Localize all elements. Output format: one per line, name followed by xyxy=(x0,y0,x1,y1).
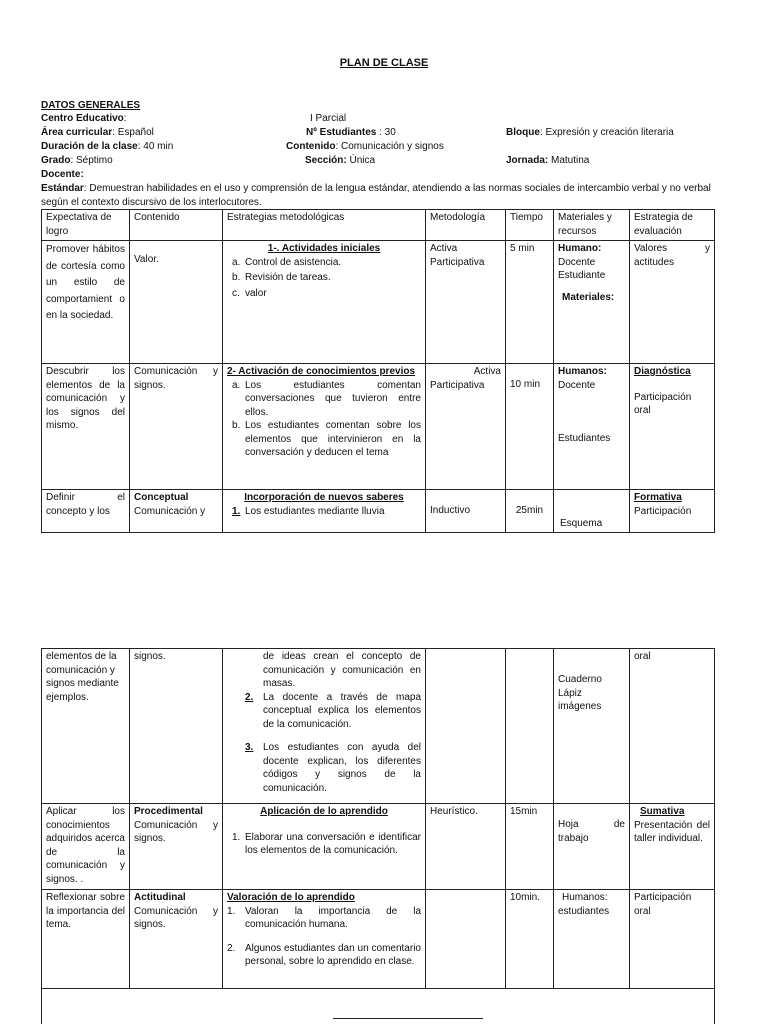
cell-materiales: Esquema xyxy=(554,490,630,533)
list-item: b. Los estudiantes comentan sobre los elementos que intervinieron en la conversación y deducen el tema xyxy=(232,420,421,458)
table-row xyxy=(42,804,715,890)
cell-expectativa: Reflexionar sobre la importancia del tema. xyxy=(42,890,130,989)
parcial: I Parcial xyxy=(310,113,347,124)
estrategia-title: 1-. Actividades iniciales xyxy=(267,243,381,254)
header-tiempo: Tiempo xyxy=(506,210,554,241)
page-title: PLAN DE CLASE xyxy=(339,57,429,69)
table-row xyxy=(42,490,715,533)
cell-metodologia xyxy=(426,649,506,804)
jornada-value: Matutina xyxy=(548,155,590,166)
cell-evaluacion: Valores y actitudes xyxy=(630,241,715,364)
cell-estrategia xyxy=(223,241,426,364)
cell-tiempo: 10min. xyxy=(506,890,554,989)
cell-estrategia xyxy=(223,649,426,804)
jornada-label: Jornada: xyxy=(506,155,549,166)
list-item: 1. Valoran la importancia de la comunicación humana. xyxy=(227,905,421,930)
cell-expectativa: elementos de la comunicación y signos mediante ejemplos. xyxy=(42,649,130,804)
contenido-label: Contenido xyxy=(286,141,336,152)
estrategia-title: Incorporación de nuevos saberes xyxy=(244,492,404,503)
area-label: Área curricular xyxy=(41,127,113,138)
centro-value: : xyxy=(123,113,127,124)
duracion xyxy=(41,140,173,154)
list-item: a. Los estudiantes comentan conversaciones que tuvieron entre ellos. xyxy=(232,379,421,418)
cell-metodologia: Activa Participativa xyxy=(426,241,506,364)
duracion-label: Duración de la clase xyxy=(41,141,138,152)
estudiantes-value: : 30 xyxy=(376,127,396,138)
seccion-value: Única xyxy=(346,155,376,166)
list-item: 1. Los estudiantes mediante lluvia xyxy=(232,505,385,517)
list-item-continued: de ideas crean el concepto de comunicación y comunicación en masas. xyxy=(263,651,421,689)
centro-educativo xyxy=(41,112,127,126)
general-data-heading: DATOS GENERALES xyxy=(41,100,141,111)
estrategia-title: Aplicación de lo aprendido xyxy=(260,806,388,817)
num-estudiantes xyxy=(306,126,396,140)
table-row xyxy=(42,890,715,989)
cell-materiales: Cuaderno Lápiz imágenes xyxy=(554,649,630,804)
table-header-row xyxy=(42,210,715,241)
cell-evaluacion: Sumativa Presentación del taller individual. xyxy=(630,804,715,890)
estrategia-title: 2- Activación de conocimientos previos xyxy=(227,366,416,377)
list-item: 1. Elaborar una conversación e identificar los elementos de la comunicación. xyxy=(232,831,421,856)
header-evaluacion: Estrategia de evaluación xyxy=(630,210,715,241)
area-value: : Español xyxy=(112,127,154,138)
cell-tiempo: 10 min xyxy=(506,364,554,490)
cell-materiales: Hoja de trabajo xyxy=(554,804,630,890)
header-materiales: Materiales y recursos xyxy=(554,210,630,241)
cell-contenido: signos. xyxy=(130,649,223,804)
cell-metodologia: Inductivo xyxy=(426,490,506,533)
cell-metodologia: Activa Participativa xyxy=(426,364,506,490)
list-item: a. Control de asistencia. xyxy=(232,256,342,268)
cell-evaluacion: Participación oral xyxy=(630,890,715,989)
bloque xyxy=(506,126,674,140)
contenido xyxy=(286,140,444,154)
cell-expectativa: Definir el concepto y los xyxy=(42,490,130,533)
grado-label: Grado xyxy=(41,155,71,166)
bloque-value: : Expresión y creación literaria xyxy=(539,127,674,138)
estandar-label: Estándar xyxy=(41,183,84,194)
header-expectativa: Expectativa de logro xyxy=(42,210,130,241)
seccion xyxy=(305,154,375,168)
centro-label: Centro Educativo xyxy=(41,113,124,124)
cell-materiales: Humano: Docente Estudiante Materiales: xyxy=(554,241,630,364)
plan-table-part-1 xyxy=(41,209,715,533)
estrategia-title: Valoración de lo aprendido xyxy=(227,892,355,903)
cell-metodologia: Heurístico. xyxy=(426,804,506,890)
estandar xyxy=(41,182,721,209)
cell-expectativa: Aplicar los conocimientos adquiridos acerca de la comunicación y signos. . xyxy=(42,804,130,890)
contenido-value: : Comunicación y signos xyxy=(335,141,444,152)
docente-label: Docente: xyxy=(41,169,84,180)
header-metodologia: Metodología xyxy=(426,210,506,241)
cell-contenido: Comunicación y signos. xyxy=(130,364,223,490)
jornada xyxy=(506,154,589,168)
list-item: c. valor xyxy=(232,287,267,299)
cell-evaluacion: Formativa Participación xyxy=(630,490,715,533)
header-contenido: Contenido xyxy=(130,210,223,241)
plan-table-part-2 xyxy=(41,648,715,1024)
cell-contenido: Procedimental Comunicación y signos. xyxy=(130,804,223,890)
cell-metodologia xyxy=(426,890,506,989)
seccion-label: Sección: xyxy=(305,155,347,166)
table-row xyxy=(42,649,715,804)
cell-contenido: Actitudinal Comunicación y signos. xyxy=(130,890,223,989)
cell-tiempo xyxy=(506,649,554,804)
cell-materiales: Humanos: Docente Estudiantes xyxy=(554,364,630,490)
cell-estrategia xyxy=(223,364,426,490)
cell-tiempo: 5 min xyxy=(506,241,554,364)
cell-estrategia xyxy=(223,890,426,989)
list-item: 2. La docente a través de mapa conceptual explica los elementos de la comunicación. xyxy=(245,691,421,730)
cell-contenido: Valor. xyxy=(130,241,223,364)
cell-expectativa: Descubrir los elementos de la comunicación y los signos del mismo. xyxy=(42,364,130,490)
cell-evaluacion: oral xyxy=(630,649,715,804)
estandar-value: : Demuestran habilidades en el uso y comprensión de la lengua estándar, atendiendo a las normas sociales de intercambio verbal y no verbal según el contexto discursivo de los interlocutores. xyxy=(41,183,711,208)
cell-contenido: Conceptual Comunicación y xyxy=(130,490,223,533)
cell-expectativa: Promover hábitos de cortesía como un estilo de comportamient o en la sociedad. xyxy=(42,241,130,364)
signature-line xyxy=(333,1018,483,1019)
bloque-label: Bloque xyxy=(506,127,540,138)
cell-tiempo: 15min xyxy=(506,804,554,890)
cell-tiempo: 25min xyxy=(506,490,554,533)
cell-evaluacion: Diagnóstica Participación oral xyxy=(630,364,715,490)
table-row xyxy=(42,364,715,490)
cell-estrategia xyxy=(223,804,426,890)
cell-estrategia xyxy=(223,490,426,533)
list-item: 2. Algunos estudiantes dan un comentario personal, sobre lo aprendido en clase. xyxy=(227,942,421,967)
estudiantes-label: Nº Estudiantes xyxy=(306,127,377,138)
header-estrategias: Estrategias metodológicas xyxy=(223,210,426,241)
list-item: b. Revisión de tareas. xyxy=(232,272,331,283)
list-item: 3. Los estudiantes con ayuda del docente explican, los diferentes códigos y signos de la comunicación. xyxy=(245,742,421,794)
area-curricular xyxy=(41,126,154,140)
table-row xyxy=(42,241,715,364)
cell-materiales: Humanos: estudiantes xyxy=(554,890,630,989)
duracion-value: : 40 min xyxy=(137,141,174,152)
grado-value: : Séptimo xyxy=(70,155,113,166)
grado xyxy=(41,154,113,168)
